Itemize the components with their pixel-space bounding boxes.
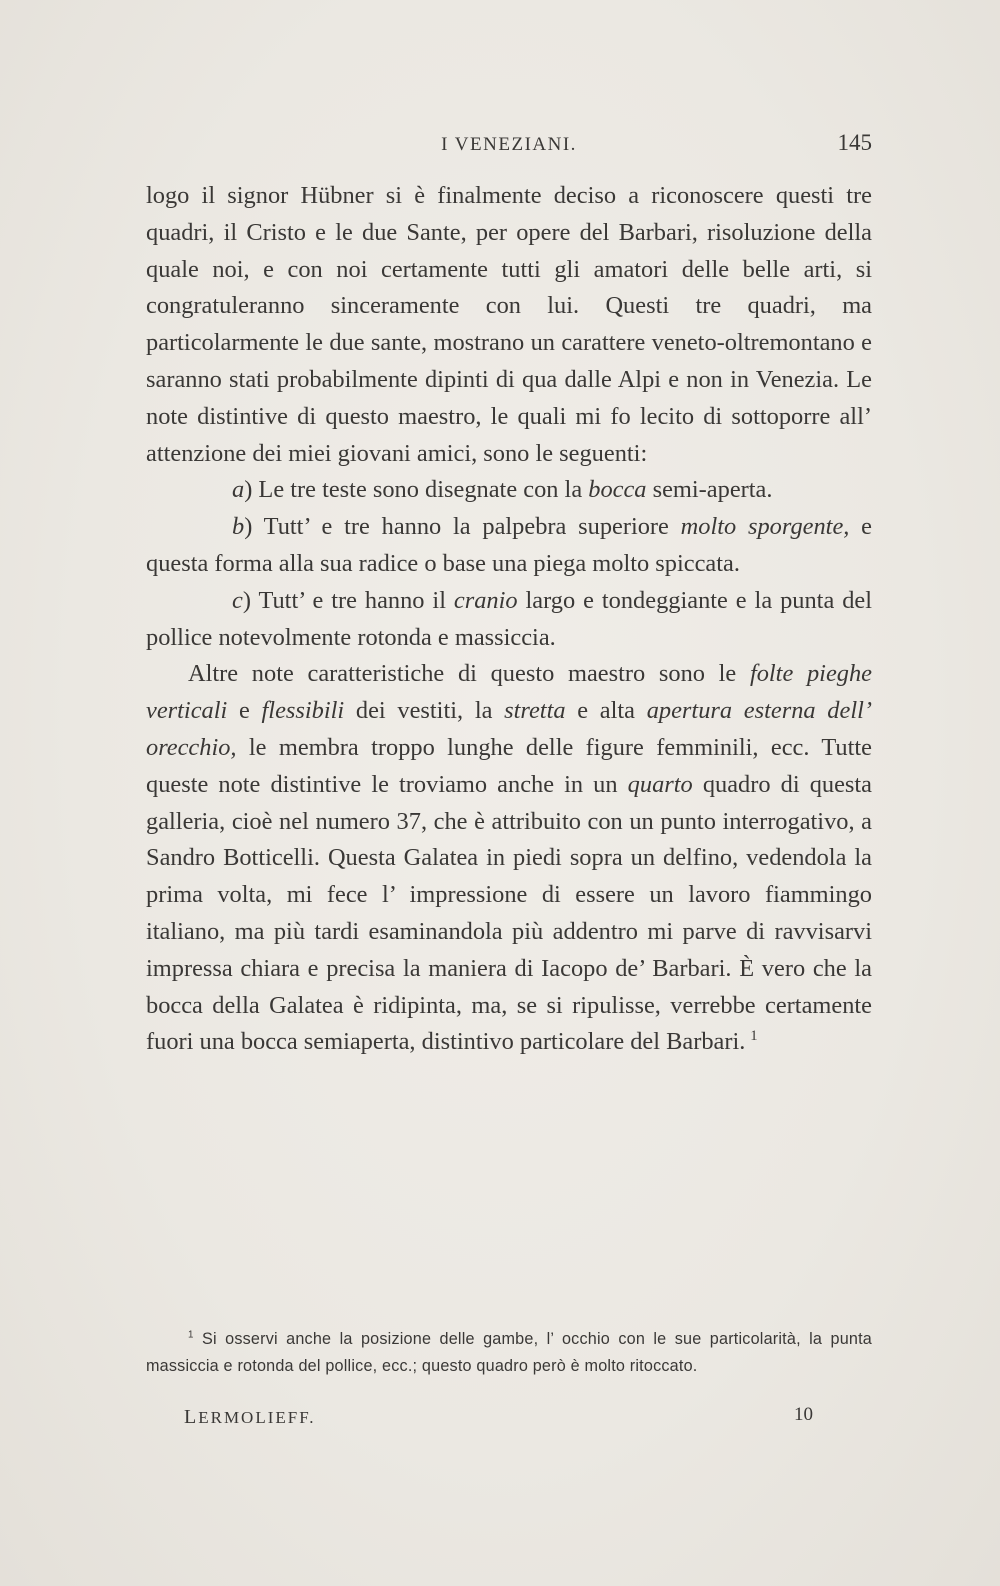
sheet-number: 10 bbox=[794, 1404, 813, 1425]
p2-text-3: dei vestiti, la bbox=[344, 697, 505, 725]
item-c-text-2: largo e tondeggiante e la punta del pollice notevolmente rotonda e massiccia. bbox=[146, 586, 872, 651]
p2-emphasis-3: stretta bbox=[504, 697, 566, 725]
p2-text-2: e bbox=[227, 697, 262, 725]
item-label-b: b bbox=[232, 513, 245, 541]
item-b-emphasis: molto sporgente, bbox=[680, 513, 850, 541]
p2-text-5: le membra troppo lunghe delle figure femminili, ecc. Tutte queste note distintive le troviamo anche in un bbox=[146, 733, 872, 798]
p2-text-1: Altre note caratteristiche di questo maestro sono le bbox=[188, 660, 750, 688]
list-item-b bbox=[146, 509, 872, 583]
list-item-c bbox=[146, 583, 872, 657]
p2-emphasis-5: quarto bbox=[627, 770, 693, 798]
list-item-a bbox=[146, 472, 872, 509]
item-c-text-1: ) Tutt’ e tre hanno il bbox=[242, 586, 454, 614]
item-label-a: a bbox=[232, 476, 245, 504]
item-c-emphasis: cranio bbox=[453, 586, 518, 614]
page-number: 145 bbox=[837, 130, 872, 155]
signature-mark bbox=[184, 1406, 316, 1429]
footnote-text: Si osservi anche la posizione delle gambe, l’ occhio con le sue particolarità, la punta massiccia e rotonda del pollice, ecc.; questo quadro però è molto ritoccato. bbox=[146, 1330, 872, 1375]
item-a-text-1: ) Le tre teste sono disegnate con la bbox=[244, 476, 589, 504]
item-a-emphasis: bocca bbox=[588, 476, 647, 504]
p2-text-6: quadro di questa galleria, cioè nel numero 37, che è attribuito con un punto interrogativo, a Sandro Botticelli. Questa Galatea in piedi sopra un delfino, vedendola la prima volta, mi fece l’ impressione di essere un lavoro fiammingo italiano, ma più tardi esaminandola più addentro mi parve di ravvisarvi impressa chiara e precisa la maniera di Iacopo de’ Barbari. È vero che la bocca della Galatea è ridipinta, ma, se si ripulisse, verrebbe certamente fuori una bocca semiaperta, distintivo particolare del Barbari. bbox=[146, 770, 873, 1056]
signature-rest: ERMOLIEFF. bbox=[198, 1408, 316, 1427]
running-head: I VENEZIANI. bbox=[441, 134, 577, 155]
item-b-text-2: e questa forma alla sua radice o base una piega molto spiccata. bbox=[146, 513, 872, 577]
p2-emphasis-2: flessibili bbox=[261, 697, 345, 725]
paragraph-continuation: logo il signor Hübner si è finalmente deciso a riconoscere questi tre quadri, il Cristo e le due Sante, per opere del Barbari, risoluzione della quale noi, e con noi certamente tutti gli amatori delle belle arti, si congratuleranno sinceramente con lui. Questi tre quadri, ma particolarmente le due sante, mostrano un carattere veneto-oltremontano e saranno stati probabilmente dipinti di qua dalle Alpi e non in Venezia. Le note distintive di questo maestro, le quali mi fo lecito di sottoporre all’ attenzione dei miei giovani amici, sono le seguenti: bbox=[146, 182, 872, 467]
page-header bbox=[146, 130, 872, 160]
p2-text-4: e alta bbox=[565, 697, 647, 725]
p2-emphasis-1: folte pieghe verticali bbox=[146, 660, 872, 725]
footnote-marker: 1 bbox=[188, 1329, 194, 1341]
item-b-text-1: ) Tutt’ e tre hanno la palpebra superiore bbox=[244, 513, 681, 541]
p2-emphasis-4: apertura esterna dell’ orecchio, bbox=[146, 697, 872, 761]
footnote bbox=[146, 1326, 872, 1380]
main-text bbox=[146, 178, 872, 1061]
item-label-c: c bbox=[232, 586, 243, 614]
item-a-text-2: semi-aperta. bbox=[646, 476, 773, 504]
footnote-reference: 1 bbox=[750, 1028, 758, 1045]
paragraph-galatea bbox=[146, 656, 872, 1061]
signature-initial: L bbox=[184, 1406, 199, 1428]
